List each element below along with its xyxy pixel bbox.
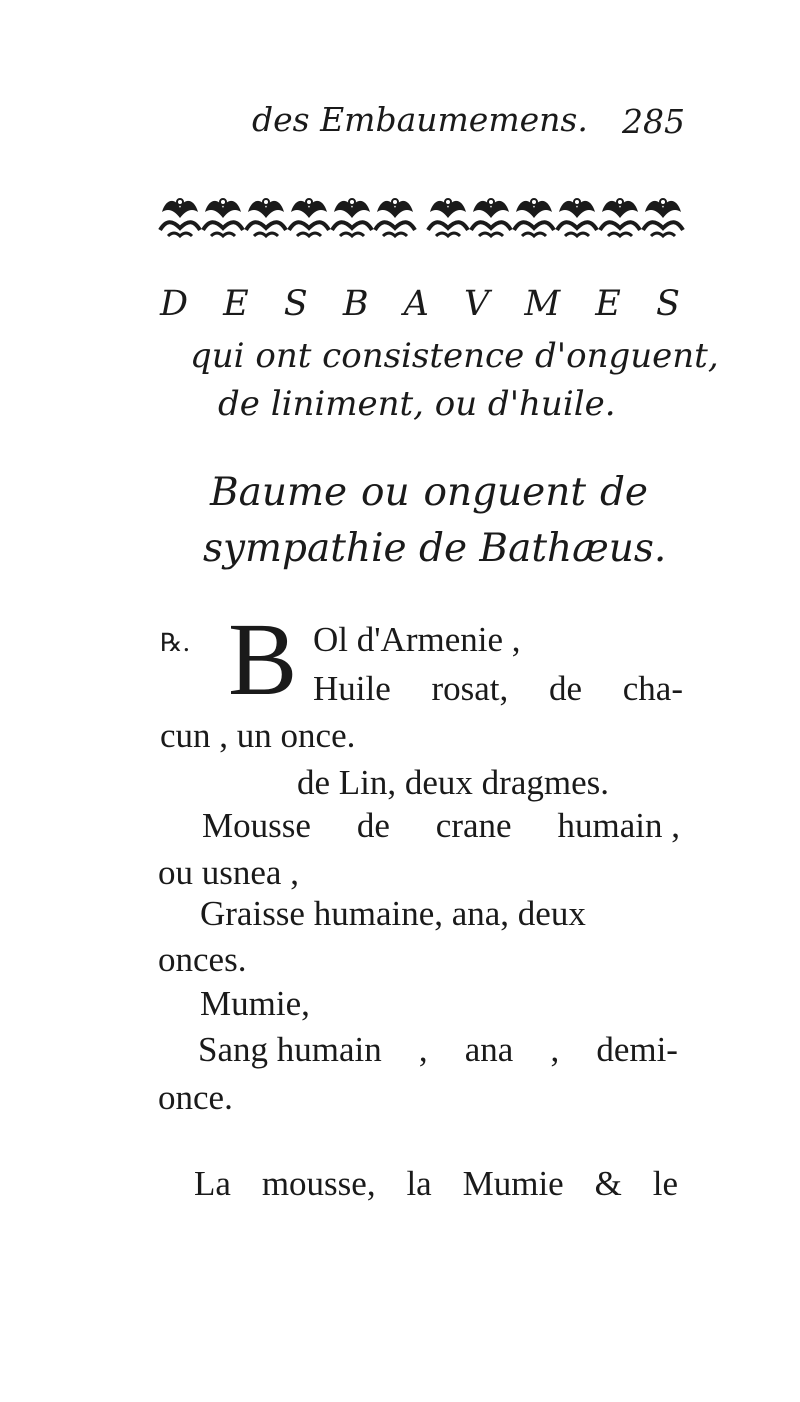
body-word: , — [418, 1030, 428, 1069]
body-line: once. — [158, 1078, 233, 1117]
title-word: de — [599, 470, 648, 515]
section-heading-line1 — [160, 284, 680, 324]
body-line: cun , un once. — [160, 716, 356, 755]
title-word: onguent — [423, 470, 587, 515]
heading-letter: S — [283, 284, 308, 324]
body-word: Mumie — [462, 1164, 564, 1203]
body-line: Graisse humaine, ana, deux — [200, 894, 586, 933]
heading-letter: S — [655, 284, 680, 324]
body-word: mousse, — [261, 1164, 376, 1203]
body-word: , — [550, 1030, 560, 1069]
body-word: ana — [464, 1030, 514, 1069]
heading-letter: E — [595, 284, 621, 324]
heading-letter: M — [524, 284, 561, 324]
running-head: des Embaumemens. — [252, 100, 588, 139]
body-line — [313, 669, 683, 709]
body-line: Ol d'Armenie , — [313, 620, 521, 659]
body-line — [202, 806, 680, 846]
page-number: 285 — [622, 102, 685, 141]
title-word: ou — [360, 470, 410, 515]
heading-letter: B — [342, 284, 369, 324]
body-word: humain , — [557, 806, 680, 845]
section-heading-line3: de liniment, ou d'huile. — [218, 384, 616, 424]
body-word: rosat, — [431, 669, 509, 708]
heading-letter: A — [403, 284, 429, 324]
ornament-band — [158, 192, 690, 244]
body-word: La — [194, 1164, 231, 1203]
body-line — [194, 1164, 678, 1204]
body-word: cha- — [622, 669, 683, 708]
recipe-symbol: ℞. — [160, 628, 191, 657]
heading-letter: D — [160, 284, 189, 324]
heading-letter: E — [223, 284, 249, 324]
drop-cap: B — [228, 602, 298, 717]
body-word: & — [594, 1164, 622, 1203]
recipe-title-line1 — [210, 470, 648, 515]
body-line: Mumie, — [200, 984, 310, 1023]
body-word: Mousse — [202, 806, 311, 845]
body-word: de — [549, 669, 583, 708]
body-word: Sang humain — [198, 1030, 382, 1069]
body-line: ou usnea , — [158, 853, 299, 892]
body-word: la — [406, 1164, 432, 1203]
heading-letter: V — [464, 284, 490, 324]
body-word: crane — [435, 806, 512, 845]
recipe-title-line2: sympathie de Bathæus. — [203, 526, 667, 571]
ornament-right — [428, 199, 683, 236]
ornament-left — [160, 199, 415, 236]
body-word: Huile — [313, 669, 391, 708]
section-heading-line2: qui ont consistence d'onguent, — [190, 336, 719, 376]
body-word: le — [652, 1164, 678, 1203]
body-line: onces. — [158, 940, 247, 979]
body-line: de Lin, deux dragmes. — [297, 763, 609, 802]
body-line — [198, 1030, 678, 1070]
title-word: Baume — [210, 470, 348, 515]
body-word: de — [356, 806, 390, 845]
body-word: demi- — [596, 1030, 678, 1069]
